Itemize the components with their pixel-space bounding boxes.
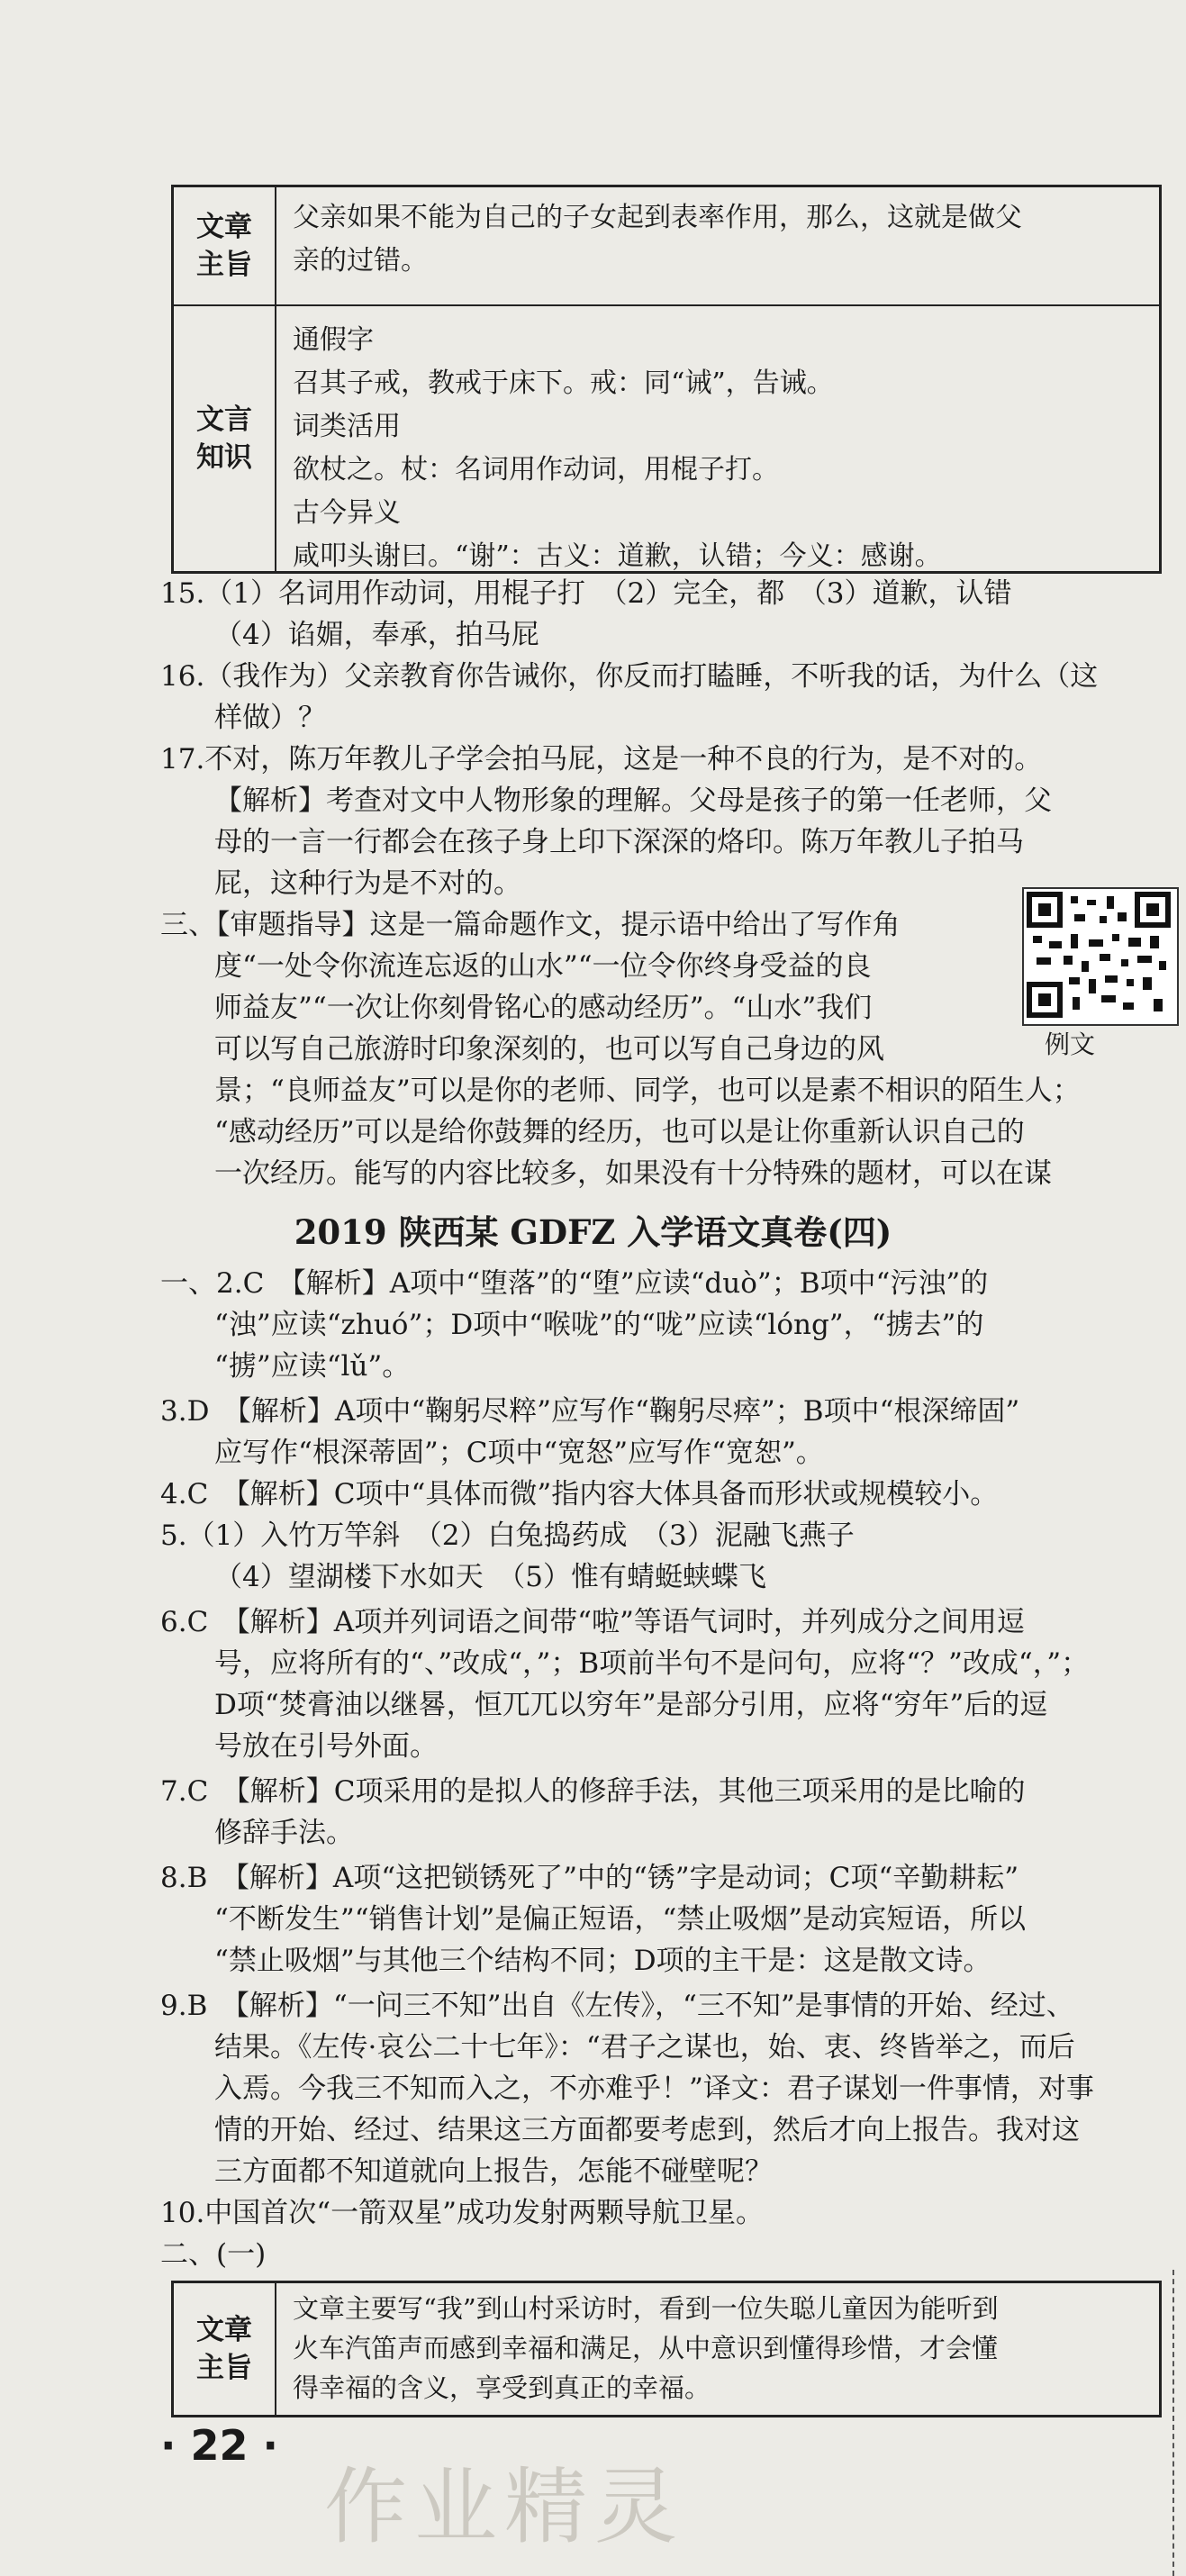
answer-line: 母的一言一行都会在孩子身上印下深深的烙印。陈万年教儿子拍马	[214, 826, 1024, 858]
answer-line: 7.C 【解析】C项采用的是拟人的修辞手法，其他三项采用的是比喻的	[160, 1775, 1026, 1808]
text-line: 文章主要写“我”到山村采访时，看到一位失聪儿童因为能听到	[293, 2293, 999, 2324]
theme-row	[174, 187, 1159, 304]
answer-line: 屁，这种行为是不对的。	[214, 867, 521, 900]
text-line: 火车汽笛声而感到幸福和满足，从中意识到懂得珍惜，才会懂	[293, 2333, 999, 2363]
knowledge-table	[171, 185, 1162, 574]
answer-line: 15.（1）名词用作动词，用棍子打 （2）完全，都 （3）道歉，认错	[160, 577, 1012, 610]
answer-line: 可以写自己旅游时印象深刻的，也可以写自己身边的风	[214, 1033, 884, 1066]
text-line: 古今异义	[293, 497, 401, 529]
classical-knowledge-row	[174, 304, 1159, 571]
classical-knowledge-label: 文言 知识	[174, 306, 276, 571]
answer-line: “掳”应读“lǔ”。	[214, 1350, 411, 1383]
answer-line: “感动经历”可以是给你鼓舞的经历，也可以是让你重新认识自己的	[214, 1116, 1025, 1148]
qr-code-icon[interactable]	[1022, 887, 1179, 1026]
answer-line: 4.C 【解析】C项中“具体而微”指内容大体具备而形状或规模较小。	[160, 1478, 999, 1510]
text-line: 得幸福的含义，享受到真正的幸福。	[293, 2372, 711, 2403]
answer-line: 应写作“根深蒂固”；C项中“宽怒”应写作“宽恕”。	[214, 1437, 824, 1469]
answer-line: “不断发生”“销售计划”是偏正短语，“禁止吸烟”是动宾短语，所以	[214, 1903, 1027, 1936]
answer-line: 6.C 【解析】A项并列词语之间带“啦”等语气词时，并列成分之间用逗	[160, 1606, 1025, 1638]
section-title: 2019 陕西某 GDFZ 入学语文真卷(四)	[294, 1212, 892, 1252]
answer-line: 景；“良师益友”可以是你的老师、同学，也可以是素不相识的陌生人；	[214, 1075, 1081, 1107]
answer-line: 结果。《左传·哀公二十七年》：“君子之谋也，始、衷、终皆举之，而后	[214, 2031, 1075, 2064]
theme-text	[276, 2283, 1159, 2415]
page-number: · 22 ·	[160, 2421, 278, 2470]
qr-caption: 例文	[1045, 1029, 1096, 1059]
answer-line: 三方面都不知道就向上报告，怎能不碰壁呢？	[214, 2155, 773, 2188]
answer-line: 9.B 【解析】“一问三不知”出自《左传》，“三不知”是事情的开始、经过、	[160, 1990, 1074, 2022]
answer-line: 3.D 【解析】A项中“鞠躬尽粹”应写作“鞠躬尽瘁”；B项中“根深缔固”	[160, 1395, 1020, 1428]
answer-line: D项“焚膏油以继晷，恒兀兀以穷年”是部分引用，应将“穷年”后的逗	[214, 1689, 1048, 1721]
answer-line: “浊”应读“zhuó”；D项中“喉咙”的“咙”应读“lóng”，“掳去”的	[214, 1309, 984, 1341]
classical-knowledge-text	[276, 306, 1159, 571]
cut-line	[1172, 2270, 1174, 2576]
text-line: 召其子戒，教戒于床下。戒：同“诫”，告诫。	[293, 367, 834, 399]
answer-line: （4）望湖楼下水如天 （5）惟有蜻蜓蛱蝶飞	[214, 1561, 766, 1593]
answer-line: 二、(一)	[160, 2238, 267, 2271]
answer-line: 16.（我作为）父亲教育你告诫你，你反而打瞌睡，不听我的话，为什么（这	[160, 660, 1099, 693]
answer-line: 度“一处令你流连忘返的山水”“一位令你终身受益的良	[214, 950, 872, 983]
text-line: 亲的过错。	[293, 245, 428, 277]
text-line: 咸叩头谢曰。“谢”：古义：道歉，认错；今义：感谢。	[293, 540, 942, 572]
text-line: 欲杖之。杖：名词用作动词，用棍子打。	[293, 454, 779, 485]
answer-line: 师益友”“一次让你刻骨铭心的感动经历”。“山水”我们	[214, 992, 873, 1024]
text-line: 通假字	[293, 324, 374, 356]
answer-line: 号，应将所有的“、”改成“，”；B项前半句不是问句，应将“？”改成“，”；	[214, 1647, 1090, 1680]
answer-line: 情的开始、经过、结果这三方面都要考虑到，然后才向上报告。我对这	[214, 2114, 1080, 2146]
answer-line: 5.（1）入竹万竿斜 （2）白兔捣药成 （3）泥融飞燕子	[160, 1519, 855, 1552]
theme-row	[174, 2283, 1159, 2415]
theme-label: 文章 主旨	[174, 187, 276, 304]
answer-line: 一、2.C 【解析】A项中“堕落”的“堕”应读“duò”；B项中“污浊”的	[160, 1267, 989, 1300]
watermark: 作业精灵	[324, 2459, 685, 2555]
theme-table	[171, 2281, 1162, 2417]
answer-line: 入焉。今我三不知而入之，不亦难乎！”译文：君子谋划一件事情，对事	[214, 2073, 1094, 2105]
answer-line: 【解析】考查对文中人物形象的理解。父母是孩子的第一任老师，父	[214, 785, 1052, 817]
answer-line: 8.B 【解析】A项“这把锁锈死了”中的“锈”字是动词；C项“辛勤耕耘”	[160, 1862, 1019, 1894]
answer-line: 三、【审题指导】这是一篇命题作文，提示语中给出了写作角	[160, 909, 901, 941]
text-line: 父亲如果不能为自己的子女起到表率作用，那么，这就是做父	[293, 202, 1022, 233]
answer-line: （4）谄媚，奉承，拍马屁	[214, 619, 539, 651]
answer-line: 17.不对，陈万年教儿子学会拍马屁，这是一种不良的行为，是不对的。	[160, 743, 1043, 776]
answer-line: 样做）？	[214, 702, 326, 734]
answer-line: 修辞手法。	[214, 1817, 354, 1849]
answer-line: 一次经历。能写的内容比较多，如果没有十分特殊的题材，可以在谋	[214, 1157, 1052, 1190]
answer-line: “禁止吸烟”与其他三个结构不同；D项的主干是：这是散文诗。	[214, 1945, 991, 1977]
theme-label: 文章 主旨	[174, 2283, 276, 2415]
answer-line: 10.中国首次“一箭双星”成功发射两颗导航卫星。	[160, 2197, 764, 2229]
text-line: 词类活用	[293, 411, 401, 442]
answer-line: 号放在引号外面。	[214, 1730, 438, 1763]
theme-text	[276, 187, 1159, 304]
